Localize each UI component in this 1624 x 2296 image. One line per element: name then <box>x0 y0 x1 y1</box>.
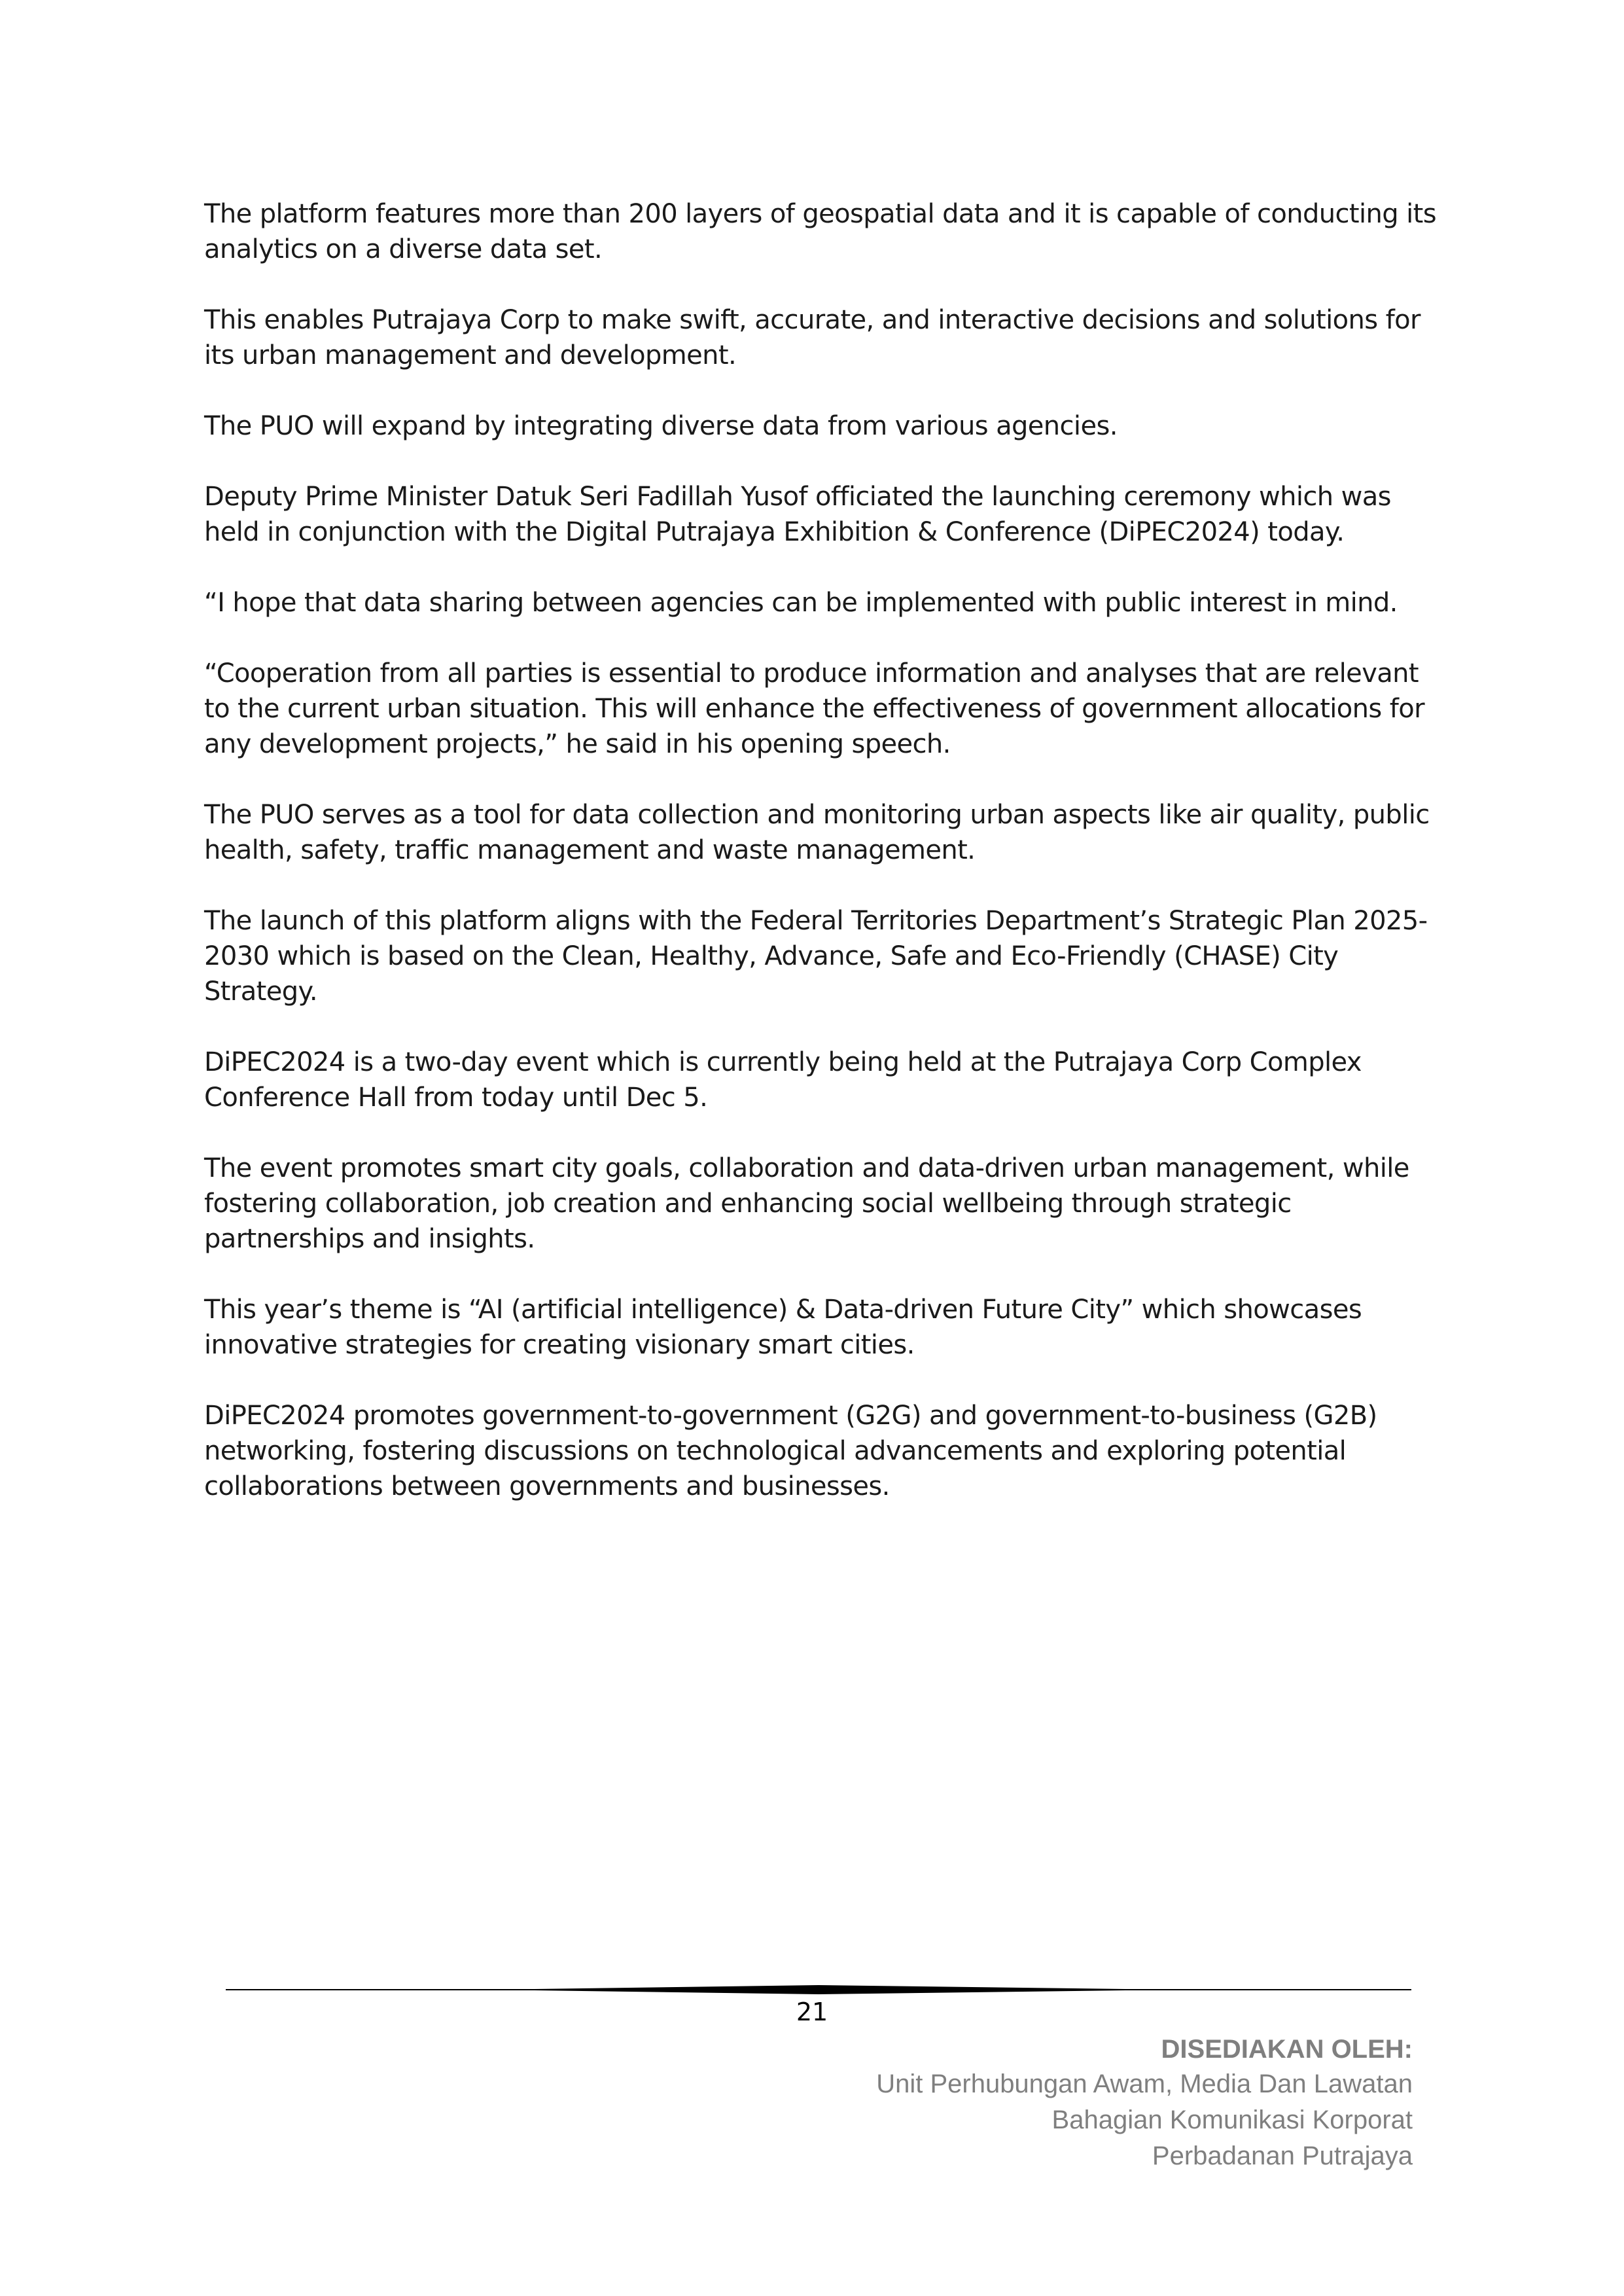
footer-divider <box>226 1984 1411 1995</box>
paragraph: This enables Putrajaya Corp to make swift, accurate, and interactive decisions and solutions for its urban management and development. <box>204 305 1421 370</box>
prepared-by-heading: DISEDIAKAN OLEH: <box>1161 2035 1413 2064</box>
paragraph: The platform features more than 200 layers of geospatial data and it is capable of conducting its analytics on a diverse data set. <box>204 199 1436 264</box>
prepared-by-division: Bahagian Komunikasi Korporat <box>1051 2106 1413 2134</box>
paragraph: The launch of this platform aligns with the Federal Territories Department’s Strategic Plan 2025-2030 which is based on the Clean, Healthy, Advance, Safe and Eco-Friendly (CHASE) City Strategy. <box>204 906 1428 1007</box>
paragraph: DiPEC2024 is a two-day event which is currently being held at the Putrajaya Corp Complex Conference Hall from today until Dec 5. <box>204 1047 1362 1113</box>
paragraph: DiPEC2024 promotes government-to-government (G2G) and government-to-business (G2B) networking, fostering discussions on technological advancements and exploring potential collaborations between governments and businesses. <box>204 1401 1377 1501</box>
paragraph: The PUO will expand by integrating diverse data from various agencies. <box>204 411 1118 441</box>
paragraph: Deputy Prime Minister Datuk Seri Fadillah Yusof officiated the launching ceremony which was held in conjunction with the Digital Putrajaya Exhibition & Conference (DiPEC2024) today. <box>204 482 1391 547</box>
prepared-by-unit: Unit Perhubungan Awam, Media Dan Lawatan <box>876 2070 1413 2098</box>
paragraph: “Cooperation from all parties is essential to produce information and analyses that are relevant to the current urban situation. This will enhance the effectiveness of government allocations for any development projects,” he said in his opening speech. <box>204 658 1424 759</box>
paragraph: “I hope that data sharing between agencies can be implemented with public interest in mind. <box>204 588 1398 618</box>
paragraph: This year’s theme is “AI (artificial intelligence) & Data-driven Future City” which showcases innovative strategies for creating visionary smart cities. <box>204 1295 1362 1360</box>
prepared-by-block <box>876 2032 1413 2174</box>
page-number: 21 <box>796 1998 828 2026</box>
paragraph: The PUO serves as a tool for data collection and monitoring urban aspects like air quality, public health, safety, traffic management and waste management. <box>204 800 1430 865</box>
prepared-by-organization: Perbadanan Putrajaya <box>1152 2142 1413 2170</box>
article-body <box>204 196 1447 1539</box>
paragraph: The event promotes smart city goals, collaboration and data-driven urban management, while fostering collaboration, job creation and enhancing social wellbeing through strategic partnerships and insights. <box>204 1153 1409 1254</box>
